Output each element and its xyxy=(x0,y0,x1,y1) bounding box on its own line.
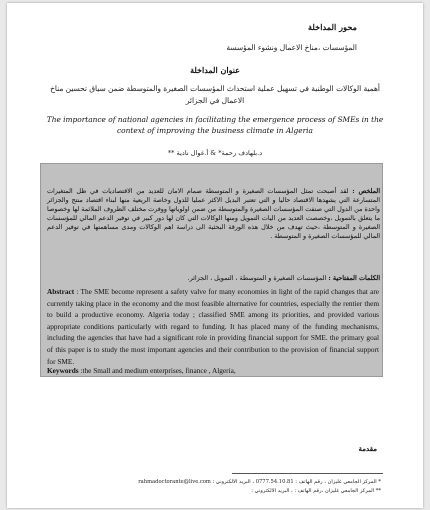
document-page xyxy=(7,3,423,508)
english-keywords-label: Keywords xyxy=(47,366,79,375)
title-heading: عنوان المداخلة xyxy=(190,65,240,75)
arabic-abstract xyxy=(47,187,380,242)
arabic-abstract-text: لقد أصبحت تمثل المؤسسات الصغيرة و المتوسطة صمام الامان للعديد من الاقتصاديات في ظل المتغيرات المتسارعة التي يشهدها الاقتصاد حاليا و التي تعتبر البديل الاكثر عمليا للدول وخاصة الريعية منها لبناء اقتصاد منتج والجزائر واحدة من الدول التي صنفت المؤسسات الصغيرة والمتوسطة من ضمن اولوياتها ووفرت مختلف الظروف الملائمة لها وخصوصا ما يتعلق بالتمويل ،وخصصت العديد من اليات التمويل ومنها الوكالات التي كان لها دور كبير في توفير الدعم المالي للمؤسسات الصغيرة و المتوسطة ،حيث تهدف من خلال هذه الورقة البحثية الى دراسة اهم الوكالات ومدى مساهمتها في توفير الدعم المالي للمؤسسات الصغيرة و المتوسطة . xyxy=(47,187,380,241)
axis-value: المؤسسات ،مناخ الاعمال ونشوء المؤسسة xyxy=(226,43,357,52)
authors-line: د.بلهادف رحمة* & أ.غوال نادية ** xyxy=(167,149,263,157)
english-abstract xyxy=(47,286,379,367)
arabic-abstract-label: الملخص : xyxy=(352,187,380,195)
footnote-1: * المركز الجامعي غليزان ، رقم الهاتف : 0777.54.10.81 ، البريد الالكتروني : rahmadoctorante@live.com xyxy=(138,479,381,485)
arabic-keywords-text: المؤسسات الصغيرة و المتوسطة ، التمويل ، الجزائر. xyxy=(187,274,329,282)
arabic-title: أهمية الوكالات الوطنية في تسهيل عملية استحداث المؤسسات الصغيرة والمتوسطة ضمن سياق تحسين مناخ الاعمال في الجزائر xyxy=(50,84,380,105)
axis-heading: محور المداخلة xyxy=(308,22,357,32)
english-title: The importance of national agencies in facilitating the emergence process of SMEs in the context of improving the business climate in Algeria xyxy=(46,115,384,135)
english-keywords xyxy=(47,366,236,375)
arabic-keywords xyxy=(47,274,380,283)
english-abstract-label: Abstract xyxy=(47,287,75,296)
introduction-heading: مقدمة xyxy=(358,444,377,453)
arabic-keywords-label: الكلمات المفتاحية : xyxy=(328,274,380,282)
english-abstract-text: : The SME become represent a safety valve for many economies in light of the rapid changes that are currently taking place in the economy and the most feasible alternative for countries, especially the rentier them to build a productive economy. Algeria today ; classified SME among its priorities, and provided various appropriate conditions particularly with regard to funding. It has placed many of the funding mechanisms, including the agencies that have had a significant role in providing financial support for SME. the primary goal of this paper is to study the most important agencies and their contribution to the provision of financial support for SME. xyxy=(47,287,379,366)
footnote-divider xyxy=(232,473,383,474)
english-keywords-text: :the Small and medium enterprises, finance , Algeria, xyxy=(78,366,236,375)
footnote-2: ** المركز الجامعي غليزان ،رقم الهاتف : ، البريد الالكتروني : xyxy=(251,488,381,494)
